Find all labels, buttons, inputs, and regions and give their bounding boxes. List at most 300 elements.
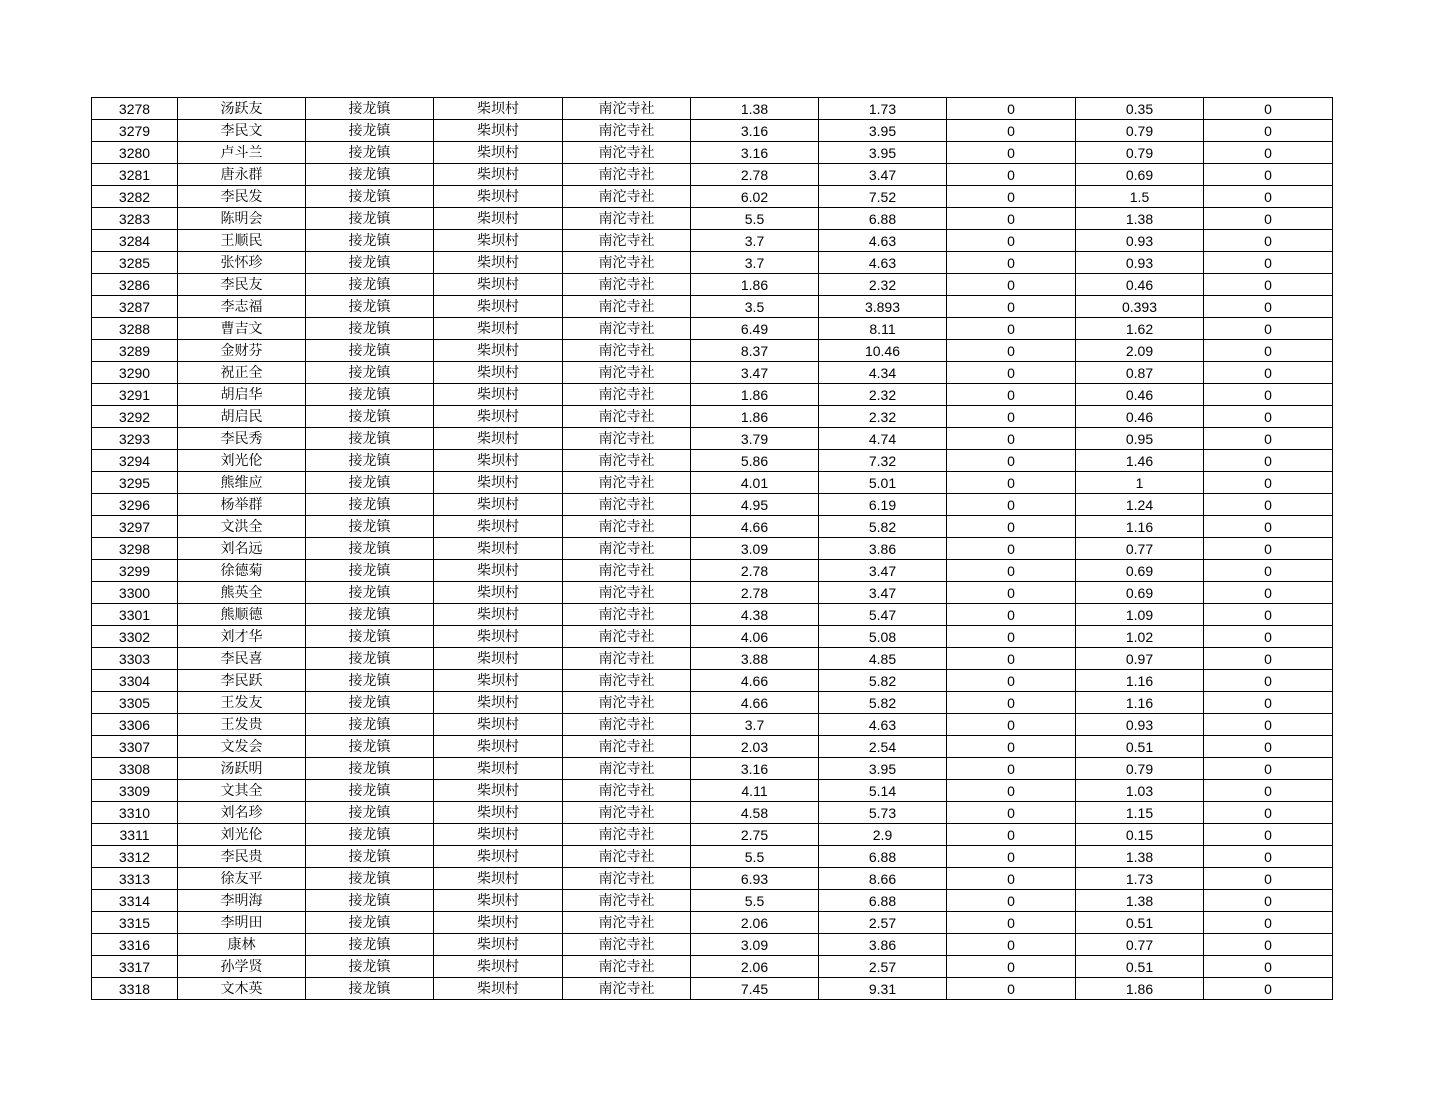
- value-a-cell: 1.38: [691, 98, 819, 120]
- value-d-cell: 1.46: [1076, 450, 1204, 472]
- value-b-cell: 8.11: [819, 318, 947, 340]
- town-cell: 接龙镇: [306, 714, 434, 736]
- group-cell: 南沱寺社: [563, 340, 691, 362]
- table-row: [92, 428, 1333, 450]
- village-cell: 柴坝村: [434, 736, 563, 758]
- village-cell: 柴坝村: [434, 846, 563, 868]
- value-b-cell: 3.893: [819, 296, 947, 318]
- value-b-cell: 8.66: [819, 868, 947, 890]
- value-c-cell: 0: [947, 560, 1076, 582]
- village-cell: 柴坝村: [434, 516, 563, 538]
- row-id-cell: 3293: [92, 428, 178, 450]
- value-c-cell: 0: [947, 868, 1076, 890]
- value-c-cell: 0: [947, 538, 1076, 560]
- town-cell: 接龙镇: [306, 912, 434, 934]
- name-cell: 刘才华: [178, 626, 306, 648]
- value-b-cell: 1.73: [819, 98, 947, 120]
- name-cell: 卢斗兰: [178, 142, 306, 164]
- value-b-cell: 3.86: [819, 538, 947, 560]
- town-cell: 接龙镇: [306, 274, 434, 296]
- name-cell: 唐永群: [178, 164, 306, 186]
- row-id-cell: 3296: [92, 494, 178, 516]
- value-c-cell: 0: [947, 494, 1076, 516]
- value-b-cell: 4.74: [819, 428, 947, 450]
- name-cell: 熊顺德: [178, 604, 306, 626]
- value-e-cell: 0: [1204, 978, 1333, 1000]
- value-e-cell: 0: [1204, 956, 1333, 978]
- value-a-cell: 2.78: [691, 560, 819, 582]
- value-c-cell: 0: [947, 252, 1076, 274]
- name-cell: 李民发: [178, 186, 306, 208]
- value-d-cell: 0.87: [1076, 362, 1204, 384]
- town-cell: 接龙镇: [306, 384, 434, 406]
- value-a-cell: 1.86: [691, 406, 819, 428]
- name-cell: 康林: [178, 934, 306, 956]
- value-a-cell: 8.37: [691, 340, 819, 362]
- value-e-cell: 0: [1204, 934, 1333, 956]
- table-row: [92, 252, 1333, 274]
- table-row: [92, 186, 1333, 208]
- row-id-cell: 3280: [92, 142, 178, 164]
- row-id-cell: 3284: [92, 230, 178, 252]
- value-a-cell: 2.78: [691, 164, 819, 186]
- value-e-cell: 0: [1204, 758, 1333, 780]
- value-e-cell: 0: [1204, 120, 1333, 142]
- row-id-cell: 3289: [92, 340, 178, 362]
- town-cell: 接龙镇: [306, 230, 434, 252]
- value-d-cell: 1.09: [1076, 604, 1204, 626]
- name-cell: 刘名珍: [178, 802, 306, 824]
- village-cell: 柴坝村: [434, 252, 563, 274]
- value-c-cell: 0: [947, 98, 1076, 120]
- value-c-cell: 0: [947, 736, 1076, 758]
- value-d-cell: 1.16: [1076, 670, 1204, 692]
- value-e-cell: 0: [1204, 648, 1333, 670]
- town-cell: 接龙镇: [306, 208, 434, 230]
- row-id-cell: 3291: [92, 384, 178, 406]
- table-row: [92, 956, 1333, 978]
- village-cell: 柴坝村: [434, 450, 563, 472]
- village-cell: 柴坝村: [434, 164, 563, 186]
- value-b-cell: 9.31: [819, 978, 947, 1000]
- group-cell: 南沱寺社: [563, 714, 691, 736]
- value-e-cell: 0: [1204, 626, 1333, 648]
- value-e-cell: 0: [1204, 802, 1333, 824]
- group-cell: 南沱寺社: [563, 164, 691, 186]
- value-a-cell: 2.75: [691, 824, 819, 846]
- name-cell: 孙学贤: [178, 956, 306, 978]
- table-row: [92, 98, 1333, 120]
- group-cell: 南沱寺社: [563, 274, 691, 296]
- table-row: [92, 406, 1333, 428]
- town-cell: 接龙镇: [306, 164, 434, 186]
- group-cell: 南沱寺社: [563, 604, 691, 626]
- town-cell: 接龙镇: [306, 802, 434, 824]
- name-cell: 李民跃: [178, 670, 306, 692]
- village-cell: 柴坝村: [434, 670, 563, 692]
- town-cell: 接龙镇: [306, 604, 434, 626]
- group-cell: 南沱寺社: [563, 912, 691, 934]
- name-cell: 祝正全: [178, 362, 306, 384]
- value-e-cell: 0: [1204, 362, 1333, 384]
- value-c-cell: 0: [947, 208, 1076, 230]
- value-d-cell: 0.93: [1076, 714, 1204, 736]
- value-a-cell: 3.16: [691, 120, 819, 142]
- value-e-cell: 0: [1204, 516, 1333, 538]
- row-id-cell: 3298: [92, 538, 178, 560]
- value-e-cell: 0: [1204, 428, 1333, 450]
- table-row: [92, 384, 1333, 406]
- value-a-cell: 3.7: [691, 230, 819, 252]
- name-cell: 陈明会: [178, 208, 306, 230]
- table-row: [92, 890, 1333, 912]
- table-row: [92, 494, 1333, 516]
- town-cell: 接龙镇: [306, 648, 434, 670]
- value-b-cell: 7.52: [819, 186, 947, 208]
- value-a-cell: 3.09: [691, 934, 819, 956]
- value-d-cell: 1: [1076, 472, 1204, 494]
- value-b-cell: 2.32: [819, 406, 947, 428]
- name-cell: 李民喜: [178, 648, 306, 670]
- village-cell: 柴坝村: [434, 868, 563, 890]
- row-id-cell: 3316: [92, 934, 178, 956]
- document-page: [91, 97, 1332, 1000]
- value-e-cell: 0: [1204, 912, 1333, 934]
- town-cell: 接龙镇: [306, 362, 434, 384]
- value-a-cell: 2.06: [691, 912, 819, 934]
- town-cell: 接龙镇: [306, 868, 434, 890]
- value-c-cell: 0: [947, 912, 1076, 934]
- village-cell: 柴坝村: [434, 978, 563, 1000]
- value-e-cell: 0: [1204, 384, 1333, 406]
- value-c-cell: 0: [947, 406, 1076, 428]
- value-d-cell: 1.73: [1076, 868, 1204, 890]
- town-cell: 接龙镇: [306, 978, 434, 1000]
- table-row: [92, 626, 1333, 648]
- value-a-cell: 4.38: [691, 604, 819, 626]
- row-id-cell: 3304: [92, 670, 178, 692]
- value-a-cell: 3.5: [691, 296, 819, 318]
- value-b-cell: 3.47: [819, 582, 947, 604]
- town-cell: 接龙镇: [306, 934, 434, 956]
- row-id-cell: 3311: [92, 824, 178, 846]
- town-cell: 接龙镇: [306, 318, 434, 340]
- table-row: [92, 274, 1333, 296]
- value-d-cell: 0.46: [1076, 406, 1204, 428]
- value-b-cell: 4.63: [819, 252, 947, 274]
- name-cell: 李明田: [178, 912, 306, 934]
- name-cell: 金财芬: [178, 340, 306, 362]
- value-e-cell: 0: [1204, 670, 1333, 692]
- village-cell: 柴坝村: [434, 274, 563, 296]
- value-c-cell: 0: [947, 340, 1076, 362]
- value-c-cell: 0: [947, 450, 1076, 472]
- value-a-cell: 4.06: [691, 626, 819, 648]
- town-cell: 接龙镇: [306, 736, 434, 758]
- name-cell: 李民秀: [178, 428, 306, 450]
- value-d-cell: 1.38: [1076, 846, 1204, 868]
- value-d-cell: 2.09: [1076, 340, 1204, 362]
- table-row: [92, 846, 1333, 868]
- name-cell: 王顺民: [178, 230, 306, 252]
- village-cell: 柴坝村: [434, 406, 563, 428]
- value-d-cell: 0.393: [1076, 296, 1204, 318]
- village-cell: 柴坝村: [434, 494, 563, 516]
- village-cell: 柴坝村: [434, 758, 563, 780]
- village-cell: 柴坝村: [434, 230, 563, 252]
- village-cell: 柴坝村: [434, 384, 563, 406]
- value-e-cell: 0: [1204, 494, 1333, 516]
- group-cell: 南沱寺社: [563, 296, 691, 318]
- group-cell: 南沱寺社: [563, 846, 691, 868]
- value-e-cell: 0: [1204, 846, 1333, 868]
- table-row: [92, 142, 1333, 164]
- row-id-cell: 3294: [92, 450, 178, 472]
- table-row: [92, 120, 1333, 142]
- village-cell: 柴坝村: [434, 472, 563, 494]
- row-id-cell: 3288: [92, 318, 178, 340]
- value-a-cell: 4.66: [691, 516, 819, 538]
- value-c-cell: 0: [947, 802, 1076, 824]
- value-c-cell: 0: [947, 604, 1076, 626]
- group-cell: 南沱寺社: [563, 230, 691, 252]
- value-a-cell: 4.58: [691, 802, 819, 824]
- value-c-cell: 0: [947, 186, 1076, 208]
- town-cell: 接龙镇: [306, 98, 434, 120]
- value-a-cell: 2.06: [691, 956, 819, 978]
- table-row: [92, 714, 1333, 736]
- town-cell: 接龙镇: [306, 560, 434, 582]
- value-b-cell: 2.57: [819, 912, 947, 934]
- value-c-cell: 0: [947, 824, 1076, 846]
- name-cell: 文洪全: [178, 516, 306, 538]
- town-cell: 接龙镇: [306, 824, 434, 846]
- row-id-cell: 3300: [92, 582, 178, 604]
- value-b-cell: 4.85: [819, 648, 947, 670]
- value-d-cell: 1.5: [1076, 186, 1204, 208]
- group-cell: 南沱寺社: [563, 802, 691, 824]
- table-row: [92, 670, 1333, 692]
- table-row: [92, 978, 1333, 1000]
- name-cell: 熊英全: [178, 582, 306, 604]
- village-cell: 柴坝村: [434, 142, 563, 164]
- value-b-cell: 2.32: [819, 274, 947, 296]
- name-cell: 徐德菊: [178, 560, 306, 582]
- town-cell: 接龙镇: [306, 582, 434, 604]
- value-b-cell: 10.46: [819, 340, 947, 362]
- group-cell: 南沱寺社: [563, 626, 691, 648]
- name-cell: 王发贵: [178, 714, 306, 736]
- village-cell: 柴坝村: [434, 362, 563, 384]
- value-e-cell: 0: [1204, 604, 1333, 626]
- name-cell: 汤跃友: [178, 98, 306, 120]
- group-cell: 南沱寺社: [563, 428, 691, 450]
- village-cell: 柴坝村: [434, 98, 563, 120]
- value-d-cell: 0.35: [1076, 98, 1204, 120]
- town-cell: 接龙镇: [306, 340, 434, 362]
- village-cell: 柴坝村: [434, 692, 563, 714]
- name-cell: 李明海: [178, 890, 306, 912]
- value-c-cell: 0: [947, 978, 1076, 1000]
- value-b-cell: 3.95: [819, 758, 947, 780]
- table-row: [92, 560, 1333, 582]
- table-row: [92, 692, 1333, 714]
- row-id-cell: 3281: [92, 164, 178, 186]
- group-cell: 南沱寺社: [563, 780, 691, 802]
- table-row: [92, 318, 1333, 340]
- group-cell: 南沱寺社: [563, 582, 691, 604]
- value-c-cell: 0: [947, 956, 1076, 978]
- group-cell: 南沱寺社: [563, 934, 691, 956]
- value-c-cell: 0: [947, 582, 1076, 604]
- value-c-cell: 0: [947, 142, 1076, 164]
- value-d-cell: 0.79: [1076, 120, 1204, 142]
- value-d-cell: 0.93: [1076, 252, 1204, 274]
- value-d-cell: 0.46: [1076, 274, 1204, 296]
- value-a-cell: 5.5: [691, 846, 819, 868]
- town-cell: 接龙镇: [306, 846, 434, 868]
- row-id-cell: 3287: [92, 296, 178, 318]
- value-d-cell: 0.51: [1076, 956, 1204, 978]
- town-cell: 接龙镇: [306, 692, 434, 714]
- group-cell: 南沱寺社: [563, 142, 691, 164]
- village-cell: 柴坝村: [434, 340, 563, 362]
- row-id-cell: 3278: [92, 98, 178, 120]
- group-cell: 南沱寺社: [563, 252, 691, 274]
- town-cell: 接龙镇: [306, 252, 434, 274]
- town-cell: 接龙镇: [306, 472, 434, 494]
- row-id-cell: 3312: [92, 846, 178, 868]
- row-id-cell: 3305: [92, 692, 178, 714]
- value-c-cell: 0: [947, 230, 1076, 252]
- group-cell: 南沱寺社: [563, 560, 691, 582]
- value-b-cell: 5.08: [819, 626, 947, 648]
- value-e-cell: 0: [1204, 714, 1333, 736]
- value-e-cell: 0: [1204, 186, 1333, 208]
- table-row: [92, 340, 1333, 362]
- row-id-cell: 3308: [92, 758, 178, 780]
- value-b-cell: 5.82: [819, 670, 947, 692]
- value-e-cell: 0: [1204, 208, 1333, 230]
- name-cell: 刘光伦: [178, 824, 306, 846]
- value-e-cell: 0: [1204, 340, 1333, 362]
- value-a-cell: 3.7: [691, 714, 819, 736]
- value-b-cell: 2.57: [819, 956, 947, 978]
- value-e-cell: 0: [1204, 780, 1333, 802]
- group-cell: 南沱寺社: [563, 362, 691, 384]
- name-cell: 文木英: [178, 978, 306, 1000]
- name-cell: 刘光伦: [178, 450, 306, 472]
- value-c-cell: 0: [947, 648, 1076, 670]
- row-id-cell: 3301: [92, 604, 178, 626]
- name-cell: 李民文: [178, 120, 306, 142]
- value-d-cell: 1.38: [1076, 208, 1204, 230]
- row-id-cell: 3292: [92, 406, 178, 428]
- row-id-cell: 3303: [92, 648, 178, 670]
- value-d-cell: 0.79: [1076, 758, 1204, 780]
- value-e-cell: 0: [1204, 560, 1333, 582]
- village-cell: 柴坝村: [434, 890, 563, 912]
- row-id-cell: 3310: [92, 802, 178, 824]
- value-d-cell: 1.38: [1076, 890, 1204, 912]
- group-cell: 南沱寺社: [563, 538, 691, 560]
- village-cell: 柴坝村: [434, 934, 563, 956]
- village-cell: 柴坝村: [434, 582, 563, 604]
- value-a-cell: 3.16: [691, 758, 819, 780]
- value-b-cell: 6.88: [819, 846, 947, 868]
- table-row: [92, 582, 1333, 604]
- value-a-cell: 4.66: [691, 670, 819, 692]
- name-cell: 李民贵: [178, 846, 306, 868]
- group-cell: 南沱寺社: [563, 98, 691, 120]
- value-d-cell: 0.77: [1076, 538, 1204, 560]
- town-cell: 接龙镇: [306, 956, 434, 978]
- name-cell: 王发友: [178, 692, 306, 714]
- value-a-cell: 3.88: [691, 648, 819, 670]
- value-e-cell: 0: [1204, 582, 1333, 604]
- name-cell: 杨举群: [178, 494, 306, 516]
- town-cell: 接龙镇: [306, 142, 434, 164]
- village-cell: 柴坝村: [434, 956, 563, 978]
- village-cell: 柴坝村: [434, 428, 563, 450]
- value-d-cell: 0.69: [1076, 164, 1204, 186]
- value-a-cell: 5.86: [691, 450, 819, 472]
- table-row: [92, 868, 1333, 890]
- value-c-cell: 0: [947, 714, 1076, 736]
- table-row: [92, 648, 1333, 670]
- value-b-cell: 5.47: [819, 604, 947, 626]
- value-e-cell: 0: [1204, 736, 1333, 758]
- value-a-cell: 2.03: [691, 736, 819, 758]
- group-cell: 南沱寺社: [563, 978, 691, 1000]
- value-d-cell: 0.93: [1076, 230, 1204, 252]
- value-e-cell: 0: [1204, 538, 1333, 560]
- group-cell: 南沱寺社: [563, 758, 691, 780]
- value-b-cell: 2.54: [819, 736, 947, 758]
- value-e-cell: 0: [1204, 890, 1333, 912]
- group-cell: 南沱寺社: [563, 450, 691, 472]
- value-d-cell: 0.46: [1076, 384, 1204, 406]
- table-row: [92, 450, 1333, 472]
- group-cell: 南沱寺社: [563, 736, 691, 758]
- value-d-cell: 0.51: [1076, 912, 1204, 934]
- group-cell: 南沱寺社: [563, 670, 691, 692]
- group-cell: 南沱寺社: [563, 186, 691, 208]
- value-b-cell: 2.32: [819, 384, 947, 406]
- value-b-cell: 3.86: [819, 934, 947, 956]
- name-cell: 李民友: [178, 274, 306, 296]
- value-a-cell: 3.79: [691, 428, 819, 450]
- value-b-cell: 4.63: [819, 230, 947, 252]
- value-b-cell: 3.95: [819, 142, 947, 164]
- table-row: [92, 208, 1333, 230]
- village-cell: 柴坝村: [434, 560, 563, 582]
- village-cell: 柴坝村: [434, 296, 563, 318]
- table-row: [92, 604, 1333, 626]
- value-e-cell: 0: [1204, 274, 1333, 296]
- value-e-cell: 0: [1204, 318, 1333, 340]
- row-id-cell: 3282: [92, 186, 178, 208]
- value-c-cell: 0: [947, 384, 1076, 406]
- village-cell: 柴坝村: [434, 912, 563, 934]
- town-cell: 接龙镇: [306, 296, 434, 318]
- town-cell: 接龙镇: [306, 428, 434, 450]
- group-cell: 南沱寺社: [563, 384, 691, 406]
- value-c-cell: 0: [947, 428, 1076, 450]
- village-cell: 柴坝村: [434, 604, 563, 626]
- value-a-cell: 1.86: [691, 384, 819, 406]
- value-d-cell: 0.69: [1076, 560, 1204, 582]
